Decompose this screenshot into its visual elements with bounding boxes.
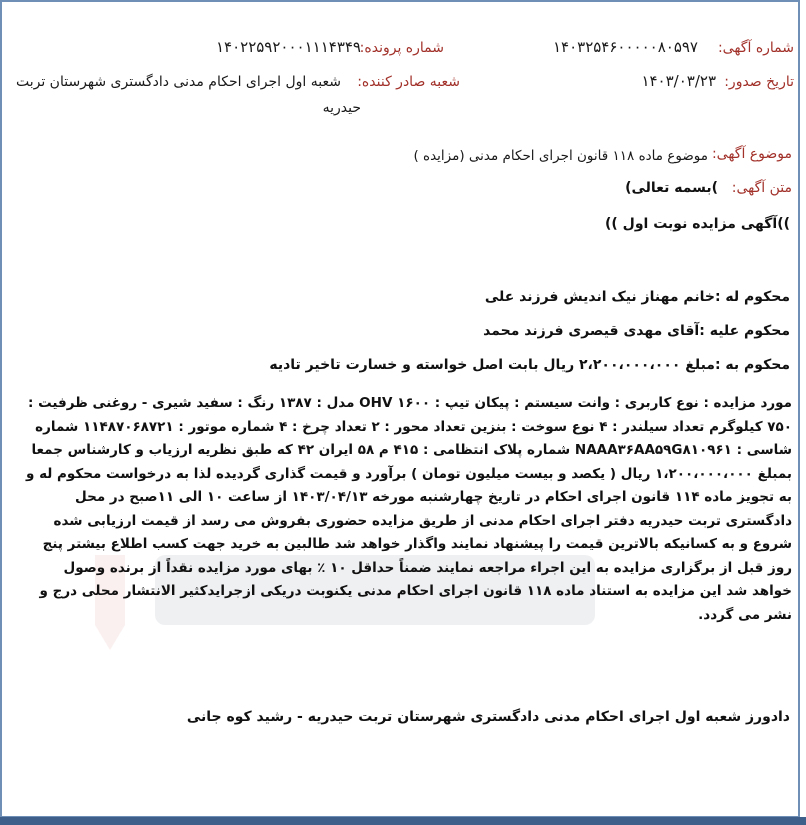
case-number-label: شماره پرونده: <box>359 40 444 56</box>
auction-details-paragraph: مورد مزایده : نوع کاربری : وانت سیستم : پیکان تیپ : ۱۶۰۰ OHV مدل : ۱۳۸۷ رنگ : سفید شیری - روغنی ظرفیت : ۷۵۰ کیلوگرم تعداد سیلندر : ۴ نوع سوخت : بنزین تعداد محور : ۲ تعداد چرخ : ۴ شماره موتور : ۱۱۴۸۷۰۶۸۷۲۱ شماره شاسی : NAAA۳۶AA۵۹G۸۱۰۹۶۱ شماره پلاک انتظامی : ۴۱۵ م ۵۸ ایران ۴۲ که طبق نظریه ارزیاب و کارشناس جمعا بمبلغ ۱،۲۰۰،۰۰۰،۰۰۰ ریال ( یکصد و بیست میلیون تومان ) برآورد و قیمت گذاری گردیده لذا به درخواست محکوم له و به تجویز ماده ۱۱۴ قانون اجرای احکام در تاریخ چهارشنبه مورخه ۱۴۰۳/۰۴/۱۳ از ساعت ۱۰ الی ۱۱صبح در محل دادگستری تربت حیدریه دفتر اجرای احکام مدنی از طریق مزایده حضوری بفروش می رسد از قیمت ارزیابی شده شروع و به کسانیکه بالاترین قیمت را پیشنهاد نمایند واگذار خواهد شد طالبین به خرید جهت کسب اطلاع بیشتر پنج روز قبل از برگزاری مزایده به این اجراء مراجعه نمایند ضمناً حداقل ۱۰ ٪ بهای مورد مزایده نقداً از برنده وصول خواهد شد این مزایده به استناد ماده ۱۱۸ قانون اجرای احکام مدنی یکنوبت دریکی ازجرایدکثیر الانتشار محلی درج و نشر می گردد. <box>25 395 792 623</box>
issue-date-value: ۱۴۰۳/۰۳/۲۳ <box>641 72 716 90</box>
ad-text-value: )بسمه تعالی) <box>625 180 718 196</box>
issue-date-label: تاریخ صدور: <box>724 74 794 90</box>
case-number-value: ۱۴۰۲۲۵۹۲۰۰۰۱۱۱۴۳۴۹ <box>215 38 361 56</box>
notice-heading: ))آگهی مزایده نوبت اول )) <box>605 216 790 232</box>
issuer-value-line1: شعبه اول اجرای احکام مدنی دادگستری شهرستان تربت <box>15 74 341 90</box>
judgment-amount-line: محکوم به :مبلغ ۲،۲۰۰،۰۰۰،۰۰۰ ریال بابت اصل خواسته و خسارت تاخیر تادیه <box>269 357 790 373</box>
issuer-value-line2: حیدریه <box>322 100 361 116</box>
bottom-bar <box>0 817 806 825</box>
subject-value: موضوع ماده ۱۱۸ قانون اجرای احکام مدنی (مزایده ) <box>413 148 708 164</box>
judgment-for-line: محکوم له :خانم مهناز نیک اندیش فرزند علی <box>484 289 790 305</box>
ad-text-label: متن آگهی: <box>731 180 792 196</box>
subject-label: موضوع آگهی: <box>711 146 792 162</box>
ad-number-label: شماره آگهی: <box>717 40 794 56</box>
ad-number-value: ۱۴۰۳۲۵۴۶۰۰۰۰۰۸۰۵۹۷ <box>552 38 698 56</box>
signature-line: دادورز شعبه اول اجرای احکام مدنی دادگستری شهرستان تربت حیدریه - رشید کوه جانی <box>186 709 790 725</box>
judgment-against-line: محکوم علیه :آقای مهدی قیصری فرزند محمد <box>483 323 790 339</box>
issuer-label: شعبه صادر کننده: <box>357 74 460 90</box>
